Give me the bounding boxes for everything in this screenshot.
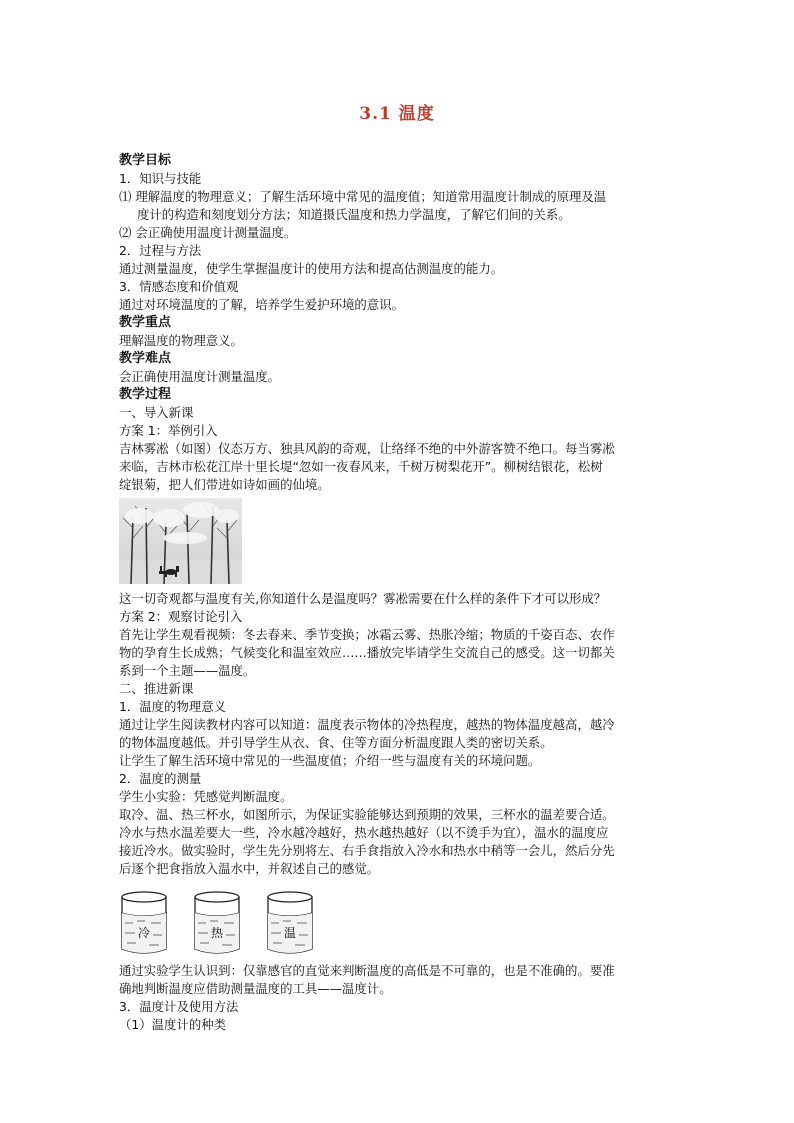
text-line: 2．过程与方法	[119, 243, 202, 258]
text-block-objectives	[119, 152, 679, 494]
text-line: 通过测量温度，使学生掌握温度计的使用方法和提高估测温度的能力。	[119, 261, 504, 276]
text-line: 1．知识与技能	[119, 171, 202, 186]
text-line: 首先让学生观看视频：冬去春来、季节变换；冰霜云雾、热胀冷缩；物质的千姿百态、农作	[119, 627, 615, 642]
text-line: （1）温度计的种类	[119, 1017, 227, 1032]
text-line: 理解温度的物理意义。	[119, 333, 243, 348]
text-line: 绽银菊，把人们带进如诗如画的仙境。	[119, 477, 330, 492]
cup-warm	[265, 891, 338, 962]
text-line: 1．温度的物理意义	[119, 699, 227, 714]
beaker-icon	[119, 891, 169, 957]
text-line: 来临，吉林市松花江岸十里长堤“忽如一夜春风来，千树万树梨花开”。柳树结银花，松树	[119, 459, 603, 474]
text-line: 方案 1：举例引入	[119, 423, 218, 438]
text-line: 冷水与热水温差要大一些，冷水越冷越好，热水越热越好（以不烫手为宜），温水的温度应	[119, 825, 609, 840]
text-line: 二、推进新课	[119, 681, 194, 696]
text-line: 物的孕育生长成熟；气候变化和温室效应……播放完毕请学生交流自己的感受。这一切都关	[119, 645, 615, 660]
text-line: 这一切奇观都与温度有关,你知道什么是温度吗？雾凇需要在什么样的条件下才可以形成？	[119, 591, 607, 606]
cup-hot	[192, 891, 265, 962]
text-line: 一、导入新课	[119, 405, 194, 420]
section-heading: 教学目标	[119, 153, 172, 168]
text-line: 取冷、温、热三杯水，如图所示，为保证实验能够达到预期的效果，三杯水的温差要合适。	[119, 807, 615, 822]
text-line: 接近冷水。做实验时，学生先分别将左、右手食指放入冷水和热水中稍等一会儿，然后分先	[119, 843, 615, 858]
cup-label: 冷	[137, 926, 151, 940]
text-line: 后逐个把食指放入温水中，并叙述自己的感觉。	[119, 861, 380, 876]
cup-label: 热	[210, 926, 224, 940]
text-line: 会正确使用温度计测量温度。	[119, 369, 281, 384]
beaker-icon	[265, 891, 315, 957]
text-line: 3．温度计及使用方法	[119, 999, 239, 1014]
text-line: 让学生了解生活环境中常见的一些温度值；介绍一些与温度有关的环境问题。	[119, 753, 541, 768]
rime-photo-row	[119, 498, 679, 588]
text-line: 系到一个主题——温度。	[119, 663, 256, 678]
text-line: 3．情感态度和价值观	[119, 279, 239, 294]
document-body	[119, 152, 679, 1034]
text-line: 吉林雾凇（如图）仪态万方、独具风韵的奇观，让络绎不绝的中外游客赞不绝口。每当雾凇	[119, 441, 615, 456]
text-line: 通过让学生阅读教材内容可以知道：温度表示物体的冷热程度，越热的物体温度越高，越冷	[119, 717, 615, 732]
cups-figure	[119, 880, 679, 962]
text-line: 的物体温度越低。并引导学生从衣、食、住等方面分析温度跟人类的密切关系。	[119, 735, 553, 750]
section-heading: 教学重点	[119, 315, 172, 330]
cup-cold	[119, 891, 192, 962]
rime-ice-photo	[119, 498, 242, 584]
text-line: 学生小实验：凭感觉判断温度。	[119, 789, 293, 804]
text-line: 通过实验学生认识到：仅靠感官的直觉来判断温度的高低是不可靠的，也是不准确的。要准	[119, 963, 615, 978]
text-line: 确地判断温度应借助测量温度的工具——温度计。	[119, 981, 392, 996]
text-block-intro	[119, 590, 679, 878]
beaker-icon	[192, 891, 242, 957]
section-heading: 教学难点	[119, 351, 172, 366]
page-title: 3.1 温度	[359, 104, 435, 124]
text-line: 通过对环境温度的了解，培养学生爱护环境的意识。	[119, 297, 404, 312]
text-line: 方案 2：观察讨论引入	[119, 609, 243, 624]
text-line: ⑴ 理解温度的物理意义；了解生活环境中常见的温度值；知道常用温度计制成的原理及温	[119, 189, 607, 204]
text-block-thermometer	[119, 962, 679, 1034]
text-line: 2．温度的测量	[119, 771, 202, 786]
cup-label: 温	[283, 926, 297, 940]
text-line: 度计的构造和刻度划分方法；知道摄氏温度和热力学温度，了解它们间的关系。	[137, 207, 571, 222]
section-heading: 教学过程	[119, 387, 172, 402]
text-line: ⑵ 会正确使用温度计测量温度。	[119, 225, 297, 240]
